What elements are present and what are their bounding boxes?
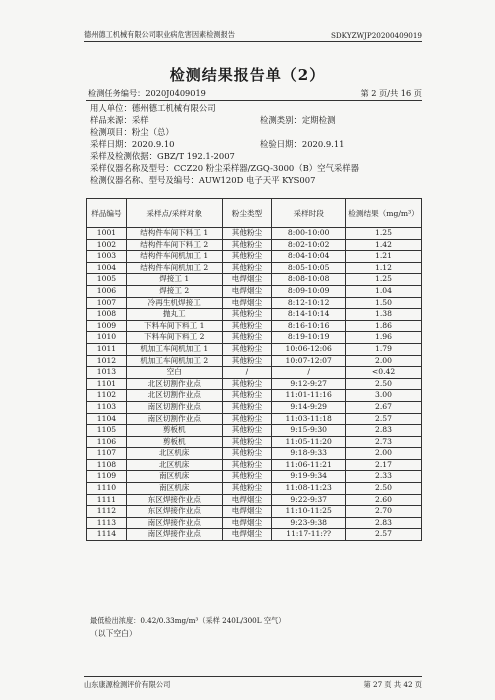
footer-org: 山东康源检测评价有限公司 bbox=[84, 680, 171, 689]
cell-dust-type: 电焊烟尘 bbox=[222, 297, 272, 309]
task-number: 检测任务编号：2020J0409019 bbox=[88, 88, 206, 98]
cell-sample-id: 1001 bbox=[87, 228, 127, 240]
table-body bbox=[87, 228, 422, 541]
cell-sample-time: 8:16-10:16 bbox=[272, 320, 346, 332]
cell-result: 1.86 bbox=[346, 320, 422, 332]
cell-sample-point: 北区切割作业点 bbox=[126, 390, 222, 402]
cell-sample-point: 机加工车间机加工 2 bbox=[126, 355, 222, 367]
table-row bbox=[87, 320, 422, 332]
table-row bbox=[87, 471, 422, 483]
cell-dust-type: 其他粉尘 bbox=[222, 343, 272, 355]
cell-sample-id: 1102 bbox=[87, 390, 127, 402]
table-row bbox=[87, 448, 422, 460]
cell-sample-id: 1107 bbox=[87, 448, 127, 460]
cell-dust-type: 其他粉尘 bbox=[222, 390, 272, 402]
cell-result: 2.57 bbox=[346, 529, 422, 541]
cell-dust-type: 其他粉尘 bbox=[222, 320, 272, 332]
cell-sample-id: 1109 bbox=[87, 471, 127, 483]
cell-sample-time: 8:02-10:02 bbox=[272, 239, 346, 251]
cell-sample-id: 1105 bbox=[87, 425, 127, 437]
cell-dust-type: 电焊烟尘 bbox=[222, 517, 272, 529]
col-sample-point: 采样点/采样对象 bbox=[126, 199, 222, 228]
table-row bbox=[87, 228, 422, 240]
cell-result: 2.50 bbox=[346, 378, 422, 390]
cell-sample-point: 冷再生机焊接工 bbox=[126, 297, 222, 309]
cell-dust-type: 其他粉尘 bbox=[222, 251, 272, 263]
col-sample-id: 样品编号 bbox=[87, 199, 127, 228]
cell-dust-type: 其他粉尘 bbox=[222, 355, 272, 367]
cell-dust-type: 其他粉尘 bbox=[222, 471, 272, 483]
cell-result: 2.73 bbox=[346, 436, 422, 448]
page-header bbox=[84, 28, 422, 40]
results-table bbox=[86, 198, 422, 541]
cell-sample-point: 南区机床 bbox=[126, 483, 222, 495]
cell-result: 1.79 bbox=[346, 343, 422, 355]
cell-sample-id: 1113 bbox=[87, 517, 127, 529]
cell-dust-type: 其他粉尘 bbox=[222, 459, 272, 471]
cell-sample-time: 11:03-11:18 bbox=[272, 413, 346, 425]
cell-sample-time: 9:18-9:33 bbox=[272, 448, 346, 460]
info-date-row bbox=[90, 138, 345, 150]
info-source: 样品来源：采样 bbox=[90, 115, 149, 125]
cell-sample-point: 南区切割作业点 bbox=[126, 413, 222, 425]
cell-sample-point: 焊接工 1 bbox=[126, 274, 222, 286]
cell-sample-point: 下料车间下料工 1 bbox=[126, 320, 222, 332]
table-row bbox=[87, 378, 422, 390]
task-row bbox=[88, 88, 422, 99]
cell-sample-point: 结构件车间机加工 1 bbox=[126, 251, 222, 263]
cell-dust-type: 其他粉尘 bbox=[222, 413, 272, 425]
cell-sample-id: 1012 bbox=[87, 355, 127, 367]
header-divider bbox=[84, 41, 422, 42]
cell-sample-time: 9:14-9:29 bbox=[272, 401, 346, 413]
cell-sample-time: 11:17-11:?? bbox=[272, 529, 346, 541]
table-row bbox=[87, 332, 422, 344]
info-project: 检测项目：粉尘（总） bbox=[90, 127, 174, 137]
cell-result: 2.60 bbox=[346, 494, 422, 506]
cell-result: 2.70 bbox=[346, 506, 422, 518]
cell-dust-type: 电焊烟尘 bbox=[222, 506, 272, 518]
cell-sample-time: 8:19-10:19 bbox=[272, 332, 346, 344]
cell-result: 1.50 bbox=[346, 297, 422, 309]
cell-sample-point: 北区机床 bbox=[126, 459, 222, 471]
cell-result: 3.00 bbox=[346, 390, 422, 402]
col-dust-type: 粉尘类型 bbox=[222, 199, 272, 228]
cell-sample-time: 11:05-11:20 bbox=[272, 436, 346, 448]
table-row bbox=[87, 239, 422, 251]
cell-sample-id: 1106 bbox=[87, 436, 127, 448]
cell-sample-id: 1114 bbox=[87, 529, 127, 541]
table-row bbox=[87, 436, 422, 448]
cell-sample-id: 1112 bbox=[87, 506, 127, 518]
cell-result: 1.04 bbox=[346, 285, 422, 297]
table-row bbox=[87, 494, 422, 506]
cell-sample-point: 东区焊接作业点 bbox=[126, 494, 222, 506]
cell-sample-id: 1013 bbox=[87, 367, 127, 379]
cell-sample-id: 1110 bbox=[87, 483, 127, 495]
cell-sample-point: 剪板机 bbox=[126, 425, 222, 437]
table-row bbox=[87, 355, 422, 367]
cell-sample-time: 8:08-10:08 bbox=[272, 274, 346, 286]
cell-dust-type: 其他粉尘 bbox=[222, 239, 272, 251]
cell-sample-time: 11:06-11:21 bbox=[272, 459, 346, 471]
cell-sample-id: 1101 bbox=[87, 378, 127, 390]
footer-page: 第 27 页 共 42 页 bbox=[363, 680, 422, 689]
cell-sample-time: 8:09-10:09 bbox=[272, 285, 346, 297]
cell-sample-time: 8:00-10:00 bbox=[272, 228, 346, 240]
cell-sample-time: 8:14-10:14 bbox=[272, 309, 346, 321]
cell-sample-id: 1005 bbox=[87, 274, 127, 286]
info-instrument: 检测仪器名称、型号及编号：AUW120D 电子天平 KYS007 bbox=[90, 175, 316, 185]
cell-sample-id: 1111 bbox=[87, 494, 127, 506]
cell-sample-time: 9:15-9:30 bbox=[272, 425, 346, 437]
table-row bbox=[87, 367, 422, 379]
info-test-date: 检验日期：2020.9.11 bbox=[260, 139, 345, 149]
col-sample-time: 采样时段 bbox=[272, 199, 346, 228]
cell-dust-type: 其他粉尘 bbox=[222, 448, 272, 460]
header-report-code: SDKYZWJP20200409019 bbox=[330, 31, 422, 40]
cell-sample-id: 1007 bbox=[87, 297, 127, 309]
cell-sample-point: 抛丸工 bbox=[126, 309, 222, 321]
cell-sample-time: 8:12-10:12 bbox=[272, 297, 346, 309]
table-row bbox=[87, 309, 422, 321]
info-sampler: 采样仪器名称及型号：CCZ20 粉尘采样器/ZGQ-3000（B）空气采样器 bbox=[90, 163, 360, 173]
cell-sample-point: 结构件车间机加工 2 bbox=[126, 262, 222, 274]
cell-sample-time: 10:06-12:06 bbox=[272, 343, 346, 355]
cell-sample-time: 11:10-11:25 bbox=[272, 506, 346, 518]
cell-sample-point: 南区机床 bbox=[126, 471, 222, 483]
table-header-row bbox=[87, 199, 422, 228]
cell-dust-type: 其他粉尘 bbox=[222, 436, 272, 448]
cell-result: 2.57 bbox=[346, 413, 422, 425]
col-result: 检测结果（mg/m³） bbox=[346, 199, 422, 228]
table-row bbox=[87, 297, 422, 309]
table-row bbox=[87, 517, 422, 529]
table-row bbox=[87, 483, 422, 495]
info-basis: 采样及检测依据：GBZ/T 192.1-2007 bbox=[90, 151, 235, 161]
cell-dust-type: 电焊烟尘 bbox=[222, 494, 272, 506]
table-row bbox=[87, 262, 422, 274]
cell-sample-point: 北区机床 bbox=[126, 448, 222, 460]
cell-dust-type: 其他粉尘 bbox=[222, 425, 272, 437]
cell-dust-type: 其他粉尘 bbox=[222, 378, 272, 390]
cell-sample-id: 1002 bbox=[87, 239, 127, 251]
cell-result: <0.42 bbox=[346, 367, 422, 379]
cell-sample-id: 1104 bbox=[87, 413, 127, 425]
detection-limit-note: 最低检出浓度：0.42/0.33mg/m³（采样 240L/300L 空气） bbox=[90, 616, 286, 625]
info-source-row bbox=[90, 114, 336, 126]
cell-sample-point: 东区焊接作业点 bbox=[126, 506, 222, 518]
cell-sample-point: 结构件车间下料工 1 bbox=[126, 228, 222, 240]
cell-sample-id: 1004 bbox=[87, 262, 127, 274]
cell-dust-type: 电焊烟尘 bbox=[222, 274, 272, 286]
cell-result: 2.67 bbox=[346, 401, 422, 413]
page-footer bbox=[84, 680, 422, 690]
table-row bbox=[87, 285, 422, 297]
table-row bbox=[87, 274, 422, 286]
cell-sample-time: / bbox=[272, 367, 346, 379]
cell-result: 1.12 bbox=[346, 262, 422, 274]
cell-dust-type: 其他粉尘 bbox=[222, 483, 272, 495]
cell-sample-point: 结构件车间下料工 2 bbox=[126, 239, 222, 251]
cell-sample-point: 剪板机 bbox=[126, 436, 222, 448]
cell-dust-type: 电焊烟尘 bbox=[222, 285, 272, 297]
footer-divider bbox=[84, 676, 422, 677]
cell-sample-time: 9:22-9:37 bbox=[272, 494, 346, 506]
table-row bbox=[87, 251, 422, 263]
cell-sample-time: 8:04-10:04 bbox=[272, 251, 346, 263]
cell-dust-type: 其他粉尘 bbox=[222, 332, 272, 344]
cell-result: 2.17 bbox=[346, 459, 422, 471]
cell-sample-point: 机加工车间机加工 1 bbox=[126, 343, 222, 355]
cell-sample-point: 南区焊接作业点 bbox=[126, 517, 222, 529]
cell-sample-id: 1003 bbox=[87, 251, 127, 263]
table-row bbox=[87, 343, 422, 355]
cell-sample-id: 1010 bbox=[87, 332, 127, 344]
cell-result: 2.33 bbox=[346, 471, 422, 483]
blank-below-note: （以下空白） bbox=[90, 629, 137, 638]
cell-sample-time: 9:19-9:34 bbox=[272, 471, 346, 483]
cell-result: 1.21 bbox=[346, 251, 422, 263]
cell-sample-time: 9:23-9:38 bbox=[272, 517, 346, 529]
cell-result: 1.25 bbox=[346, 274, 422, 286]
cell-sample-point: 下料车间下料工 2 bbox=[126, 332, 222, 344]
cell-sample-point: 空白 bbox=[126, 367, 222, 379]
cell-dust-type: 电焊烟尘 bbox=[222, 529, 272, 541]
cell-sample-point: 南区切割作业点 bbox=[126, 401, 222, 413]
table-row bbox=[87, 413, 422, 425]
task-page: 第 2 页/共 16 页 bbox=[360, 88, 422, 98]
table-row bbox=[87, 529, 422, 541]
cell-dust-type: / bbox=[222, 367, 272, 379]
cell-result: 2.00 bbox=[346, 448, 422, 460]
cell-sample-time: 11:08-11:23 bbox=[272, 483, 346, 495]
cell-result: 2.83 bbox=[346, 425, 422, 437]
cell-result: 1.42 bbox=[346, 239, 422, 251]
cell-sample-time: 9:12-9:27 bbox=[272, 378, 346, 390]
info-sample-date: 采样日期：2020.9.10 bbox=[90, 139, 175, 149]
cell-sample-point: 北区切割作业点 bbox=[126, 378, 222, 390]
cell-dust-type: 其他粉尘 bbox=[222, 401, 272, 413]
table-row bbox=[87, 506, 422, 518]
cell-dust-type: 其他粉尘 bbox=[222, 309, 272, 321]
info-employer: 用人单位：德州德工机械有限公司 bbox=[90, 103, 216, 113]
info-detect-type: 检测类别：定期检测 bbox=[260, 115, 336, 125]
cell-result: 2.50 bbox=[346, 483, 422, 495]
cell-sample-time: 8:05-10:05 bbox=[272, 262, 346, 274]
cell-sample-point: 南区焊接作业点 bbox=[126, 529, 222, 541]
cell-sample-id: 1011 bbox=[87, 343, 127, 355]
cell-result: 2.00 bbox=[346, 355, 422, 367]
table-row bbox=[87, 425, 422, 437]
cell-sample-time: 11:01-11:16 bbox=[272, 390, 346, 402]
header-company: 德州德工机械有限公司职业病危害因素检测报告 bbox=[84, 30, 235, 39]
task-divider bbox=[86, 100, 422, 101]
table-row bbox=[87, 401, 422, 413]
cell-dust-type: 其他粉尘 bbox=[222, 228, 272, 240]
cell-sample-id: 1009 bbox=[87, 320, 127, 332]
cell-result: 2.83 bbox=[346, 517, 422, 529]
cell-sample-id: 1103 bbox=[87, 401, 127, 413]
cell-sample-id: 1006 bbox=[87, 285, 127, 297]
cell-result: 1.38 bbox=[346, 309, 422, 321]
cell-result: 1.96 bbox=[346, 332, 422, 344]
table-row bbox=[87, 390, 422, 402]
cell-sample-id: 1108 bbox=[87, 459, 127, 471]
cell-dust-type: 其他粉尘 bbox=[222, 262, 272, 274]
table-row bbox=[87, 459, 422, 471]
cell-sample-id: 1008 bbox=[87, 309, 127, 321]
cell-result: 1.25 bbox=[346, 228, 422, 240]
report-title: 检测结果报告单（2） bbox=[169, 66, 326, 84]
cell-sample-time: 10:07-12:07 bbox=[272, 355, 346, 367]
cell-sample-point: 焊接工 2 bbox=[126, 285, 222, 297]
